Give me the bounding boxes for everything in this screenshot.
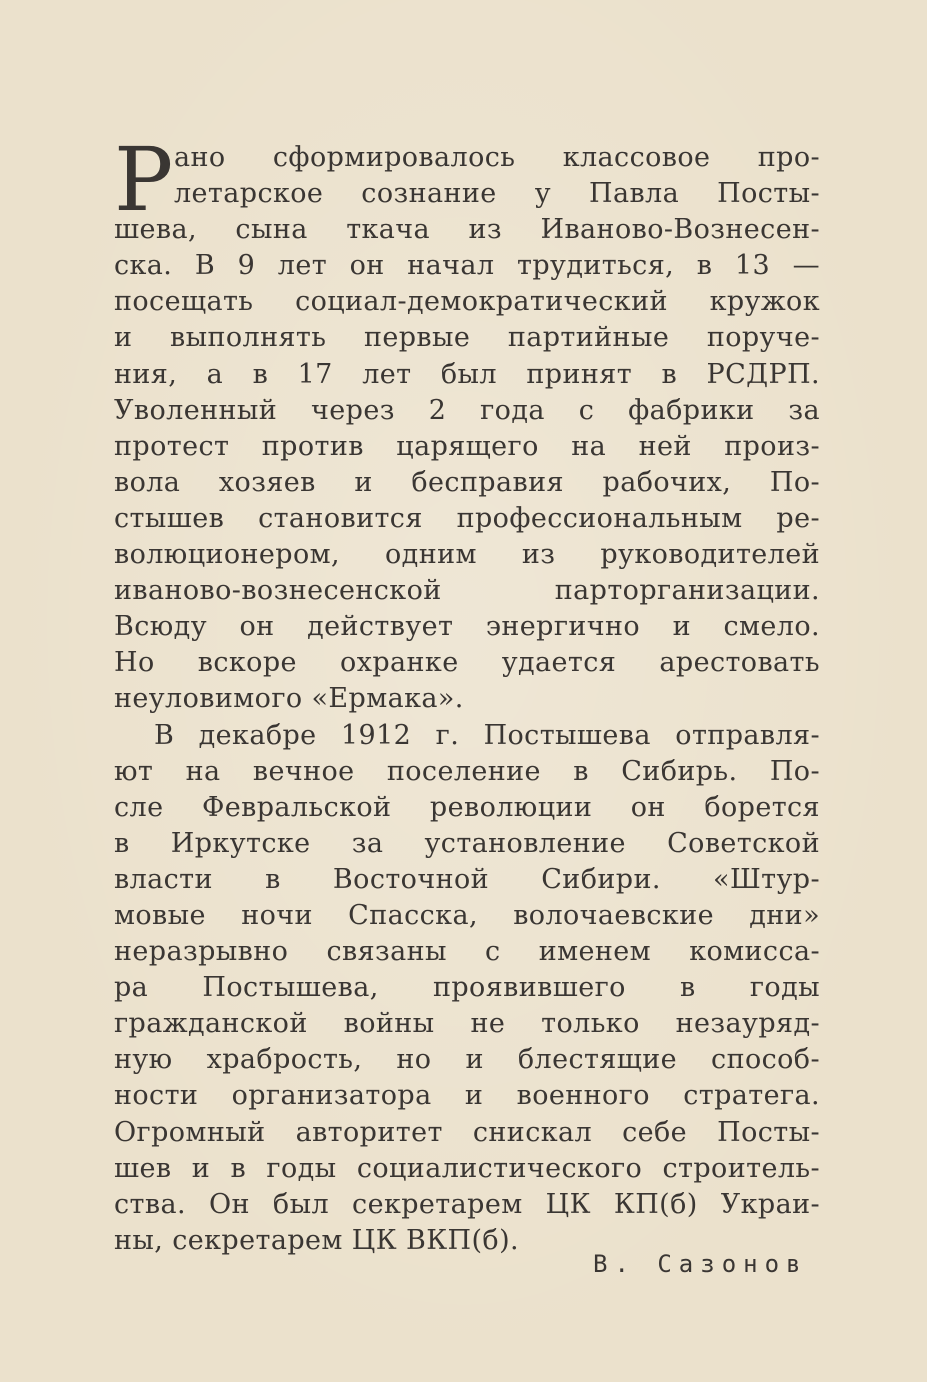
text-line: вола хозяев и бесправия рабочих, По- bbox=[114, 466, 820, 498]
text-line: стышев становится профессиональным ре- bbox=[114, 502, 820, 534]
text-line: в Иркутске за установление Советской bbox=[114, 827, 820, 859]
text-line: гражданской войны не только незауряд- bbox=[114, 1008, 820, 1040]
text-line: волюционером, одним из руководителей bbox=[114, 539, 820, 571]
text-line: иваново-вознесенской парторганизации. bbox=[114, 575, 820, 607]
text-line: шев и в годы социалистического строитель- bbox=[114, 1152, 820, 1184]
text-line: мовые ночи Спасска, волочаевские дни» bbox=[114, 899, 820, 931]
text-line: ют на вечное поселение в Сибирь. По- bbox=[114, 755, 820, 787]
text-line: Уволенный через 2 года с фабрики за bbox=[114, 394, 820, 426]
text-line: ности организатора и военного стратега. bbox=[114, 1080, 820, 1112]
text-line: ства. Он был секретарем ЦК КП(б) Украи- bbox=[114, 1188, 820, 1220]
text-line: ра Постышева, проявившего в годы bbox=[114, 972, 820, 1004]
text-line: В декабре 1912 г. Постышева отправля- bbox=[154, 719, 820, 751]
text-line: сле Февральской революции он борется bbox=[114, 791, 820, 823]
text-line: протест против царящего на ней произ- bbox=[114, 430, 820, 462]
drop-cap: Р bbox=[114, 128, 174, 231]
text-line: и выполнять первые партийные поруче- bbox=[114, 322, 820, 354]
text-line: Огромный авторитет снискал себе Посты- bbox=[114, 1116, 820, 1148]
text-line: Но вскоре охранке удается арестовать bbox=[114, 647, 820, 679]
text-line: ную храбрость, но и блестящие способ- bbox=[114, 1044, 820, 1076]
text-line: власти в Восточной Сибири. «Штур- bbox=[114, 863, 820, 895]
text-line: ано сформировалось классовое про- bbox=[174, 142, 820, 173]
text-line: ны, секретарем ЦК ВКП(б). bbox=[114, 1224, 519, 1256]
text-line: посещать социал-демократический кружок bbox=[114, 286, 820, 318]
author-signature: В. Сазонов bbox=[593, 1250, 808, 1278]
text-line: Всюду он действует энергично и смело. bbox=[114, 611, 820, 643]
article-text bbox=[114, 128, 820, 1259]
text-line: ска. В 9 лет он начал трудиться, в 13 — bbox=[114, 250, 820, 282]
text-line: ния, а в 17 лет был принят в РСДРП. bbox=[114, 358, 820, 390]
text-line: неуловимого «Ермака». bbox=[114, 683, 464, 715]
text-line: летарское сознание у Павла Посты- bbox=[174, 178, 820, 210]
text-line: шева, сына ткача из Иваново-Вознесен- bbox=[114, 214, 820, 246]
text-line: неразрывно связаны с именем комисса- bbox=[114, 936, 820, 968]
